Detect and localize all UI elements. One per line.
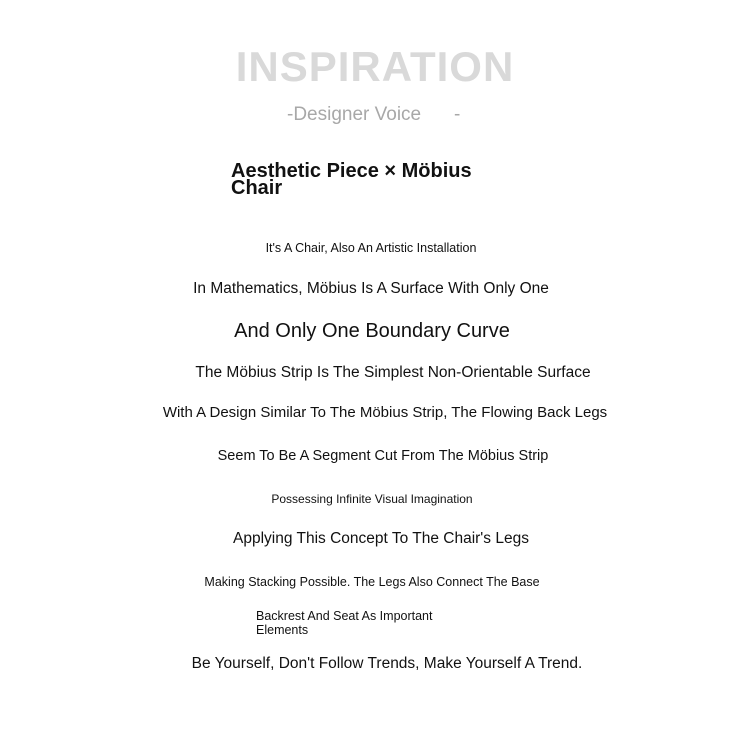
text-line-emphasis: And Only One Boundary Curve xyxy=(234,320,510,342)
section-heading: Aesthetic Piece × Möbius Chair xyxy=(231,160,472,199)
closing-line: Be Yourself, Don't Follow Trends, Make Yourself A Trend. xyxy=(191,655,583,672)
subtitle-trailing-dash: - xyxy=(454,104,461,125)
text-line: With A Design Similar To The Möbius Strip, The Flowing Back Legs xyxy=(162,404,608,421)
page-subtitle: -Designer Voice xyxy=(287,104,422,125)
text-line: Possessing Infinite Visual Imagination xyxy=(271,492,473,506)
text-line: In Mathematics, Möbius Is A Surface With Only One xyxy=(193,280,549,297)
page-title: INSPIRATION xyxy=(235,43,515,90)
text-line: The Möbius Strip Is The Simplest Non-Orientable Surface xyxy=(195,364,591,381)
text-line: Applying This Concept To The Chair's Legs xyxy=(233,530,529,547)
text-line: It's A Chair, Also An Artistic Installation xyxy=(265,241,477,255)
text-line: Seem To Be A Segment Cut From The Möbius Strip xyxy=(217,448,549,464)
text-line: Making Stacking Possible. The Legs Also Connect The Base xyxy=(204,575,540,589)
text-line-wrapped: Backrest And Seat As Important Elements xyxy=(256,609,433,637)
